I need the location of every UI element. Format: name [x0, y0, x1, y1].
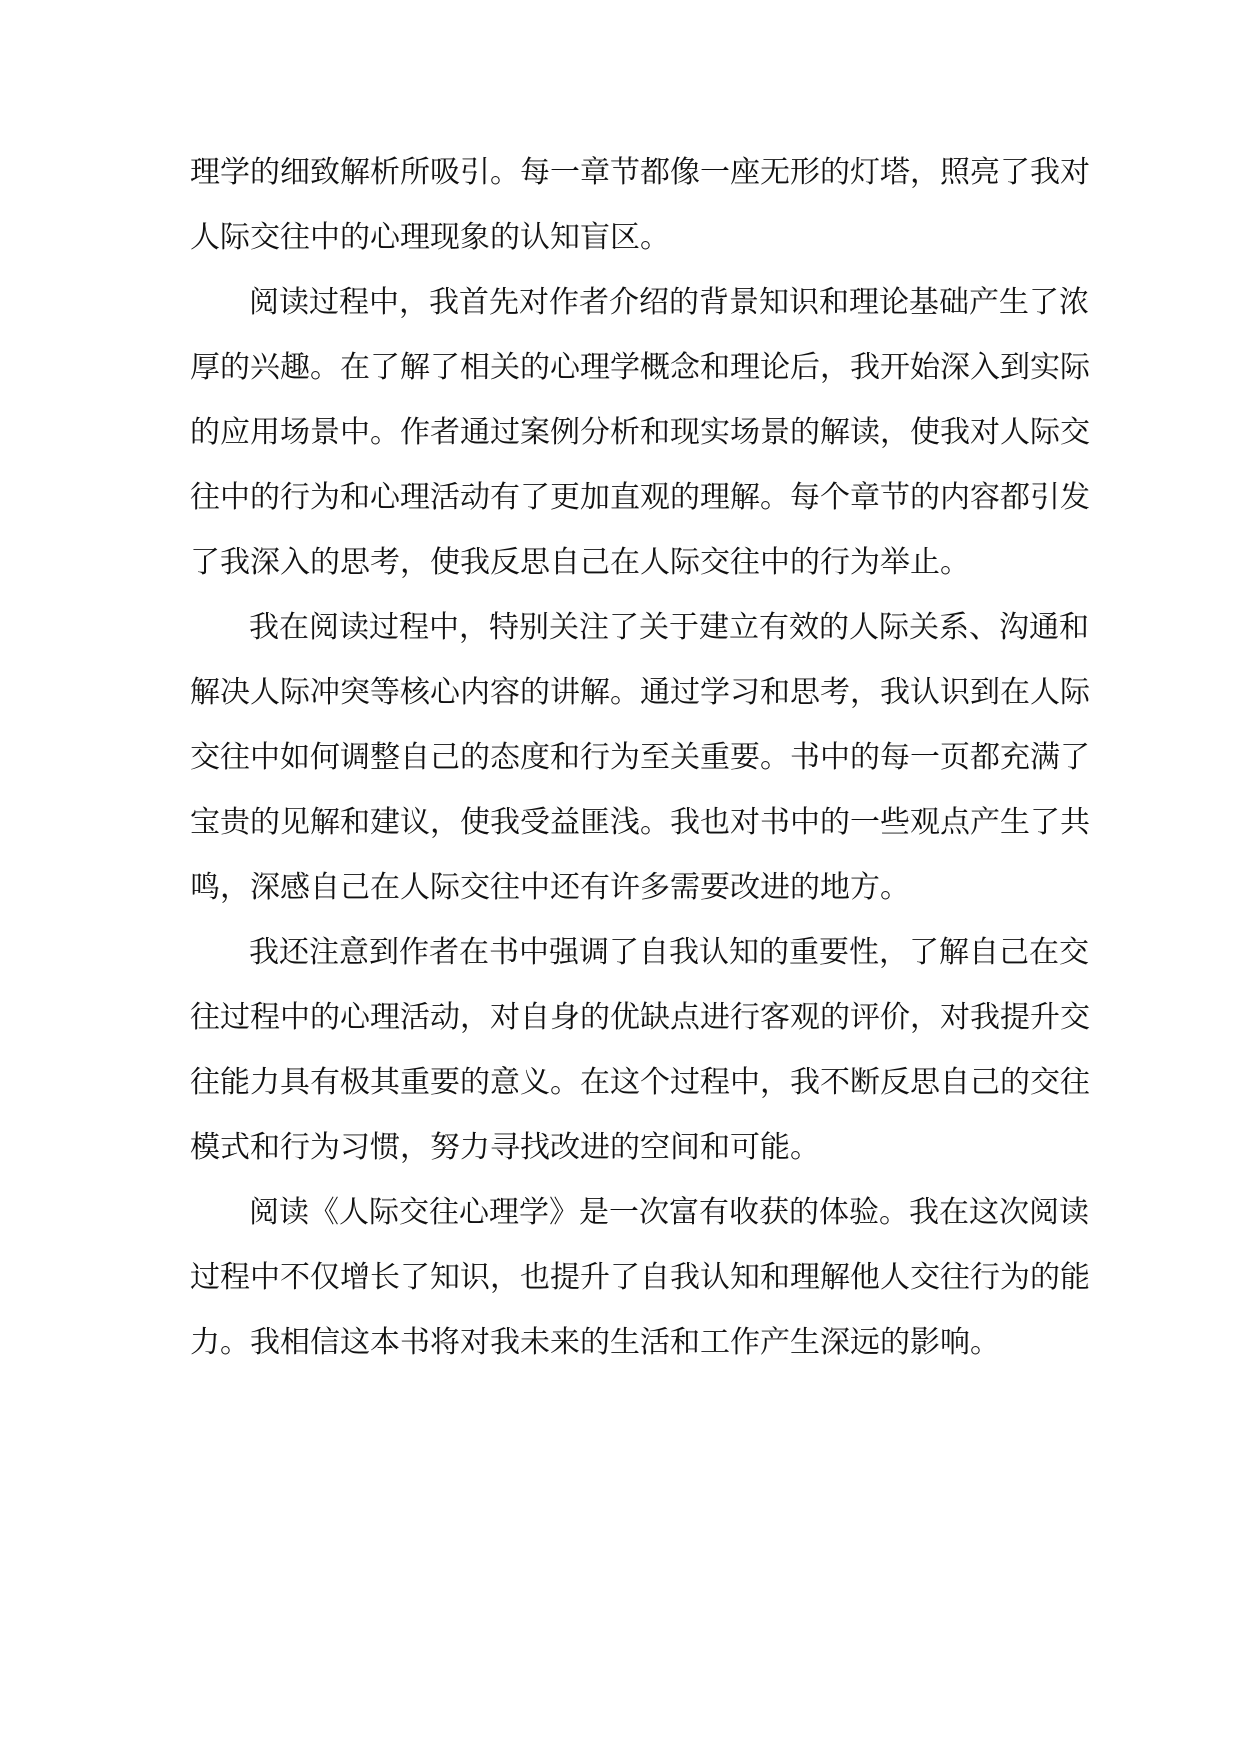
text-line: 宝贵的见解和建议，使我受益匪浅。我也对书中的一些观点产生了共 — [190, 805, 1090, 840]
text-line: 了我深入的思考，使我反思自己在人际交往中的行为举止。 — [190, 545, 970, 580]
document-body — [190, 140, 1090, 1375]
text-line: 厚的兴趣。在了解了相关的心理学概念和理论后，我开始深入到实际 — [190, 350, 1090, 385]
text-line: 阅读《人际交往心理学》是一次富有收获的体验。我在这次阅读 — [249, 1195, 1089, 1230]
text-line: 人际交往中的心理现象的认知盲区。 — [190, 220, 670, 255]
text-line: 阅读过程中，我首先对作者介绍的背景知识和理论基础产生了浓 — [249, 285, 1089, 320]
text-line: 我在阅读过程中，特别关注了关于建立有效的人际关系、沟通和 — [249, 610, 1089, 645]
text-line: 交往中如何调整自己的态度和行为至关重要。书中的每一页都充满了 — [190, 740, 1090, 775]
text-line: 解决人际冲突等核心内容的讲解。通过学习和思考，我认识到在人际 — [190, 675, 1090, 710]
text-line: 力。我相信这本书将对我未来的生活和工作产生深远的影响。 — [190, 1325, 1000, 1360]
text-line: 我还注意到作者在书中强调了自我认知的重要性，了解自己在交 — [249, 935, 1089, 970]
text-line: 往能力具有极其重要的意义。在这个过程中，我不断反思自己的交往 — [190, 1065, 1090, 1100]
text-line: 往过程中的心理活动，对自身的优缺点进行客观的评价，对我提升交 — [190, 1000, 1090, 1035]
text-line: 往中的行为和心理活动有了更加直观的理解。每个章节的内容都引发 — [190, 480, 1090, 515]
text-line: 的应用场景中。作者通过案例分析和现实场景的解读，使我对人际交 — [190, 415, 1090, 450]
text-line: 理学的细致解析所吸引。每一章节都像一座无形的灯塔，照亮了我对 — [190, 155, 1090, 190]
text-line: 鸣，深感自己在人际交往中还有许多需要改进的地方。 — [190, 870, 910, 905]
text-line: 模式和行为习惯，努力寻找改进的空间和可能。 — [190, 1130, 820, 1165]
text-line: 过程中不仅增长了知识，也提升了自我认知和理解他人交往行为的能 — [190, 1260, 1090, 1295]
